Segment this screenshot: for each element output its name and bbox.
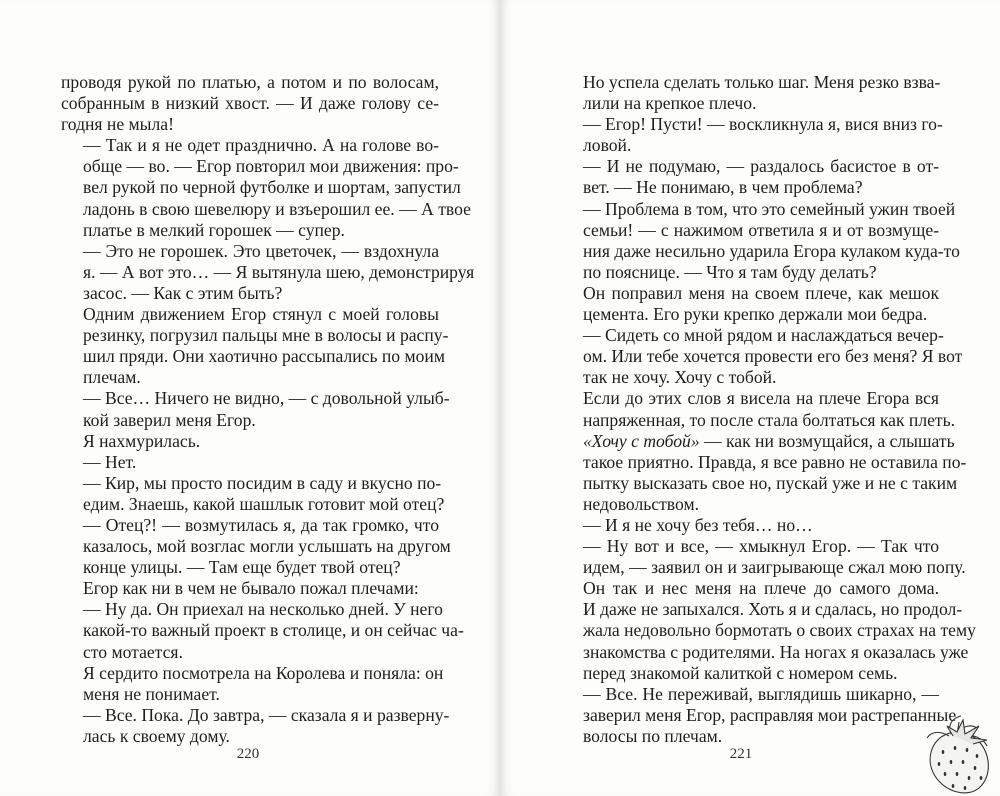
text-line: ладонь в свою шевелюру и взъерошил ее. — А твое	[83, 198, 471, 219]
text-line: — Сидеть со мной рядом и наслаждаться вечер-	[583, 325, 944, 346]
text-line: ния даже несильно ударила Егора кулаком куда-то	[583, 240, 960, 261]
text-line: напряженная, то после стала болтаться как плеть.	[583, 409, 956, 430]
paragraph	[561, 325, 963, 388]
text-line: я. — А вот это… — Я вытянула шею, демонстрируя	[83, 261, 475, 282]
text-line: пытку высказать свое но, пускай уже и не с таким	[583, 472, 958, 493]
text-line: идем, — заявил он и заигрывающе сжал мою попу.	[583, 557, 966, 578]
right-page-number: 221	[729, 746, 753, 762]
paragraph	[61, 452, 439, 473]
text-line: платье в мелкий горошек — супер.	[83, 219, 345, 240]
text-line: Он поправил меня на своем плече, как мешок	[583, 282, 939, 303]
paragraph	[561, 388, 967, 515]
text-line: такое приятно. Правда, я все равно не оставила по-	[583, 451, 967, 472]
paragraph	[61, 135, 471, 240]
left-page-number: 220	[236, 746, 260, 762]
right-page-text	[561, 72, 976, 747]
text-line: по пояснице. — Что я там буду делать?	[583, 261, 877, 282]
text-line: лась к своему дому.	[83, 725, 230, 746]
text-line: Одним движением Егор стянул с моей головы	[83, 304, 439, 325]
text-line: цемента. Его руки крепко держали мои бедра.	[583, 304, 928, 325]
right-page	[500, 0, 1000, 796]
text-line: шил пряди. Они хаотично рассыпались по моим	[83, 346, 445, 367]
left-page-text	[61, 72, 475, 747]
text-line: — Кир, мы просто посидим в саду и вкусно по-	[83, 472, 442, 493]
paragraph	[61, 472, 445, 515]
paragraph	[61, 599, 464, 662]
paragraph	[61, 514, 451, 578]
text-line: вет. — Не понимаю, в чем проблема?	[583, 177, 863, 198]
text-line: конце улицы. — Там еще будет твой отец?	[83, 557, 401, 578]
paragraph	[561, 578, 976, 683]
paragraph	[61, 388, 450, 430]
paragraph	[561, 114, 943, 156]
text-line: жала недовольно бормотать о своих страхах на тему	[583, 620, 976, 641]
text-line: Он так и нес меня на плече до самого дома.	[583, 578, 939, 599]
text-line: Я сердито посмотрела на Королева и поняла: он	[83, 662, 444, 683]
paragraph	[561, 198, 960, 283]
text-line: — Егор! Пусти! — воскликнула я, вися вниз го-	[583, 114, 943, 135]
text-line: обще — во. — Егор повторил мои движения: про-	[83, 156, 459, 177]
text-line: заверил меня Егор, расправляя мои растрепанные	[583, 704, 957, 725]
text-line: меня не понимает.	[83, 683, 220, 704]
text-line: кой заверил меня Егор.	[83, 409, 256, 430]
text-line: казалось, мой возглас могли услышать на другом	[83, 536, 451, 557]
paragraph	[61, 662, 444, 705]
paragraph	[61, 431, 439, 452]
text-line: — И не подумаю, — раздалось басистое в от-	[583, 156, 939, 177]
text-line: резинку, погрузил пальцы мне в волосы и распу-	[83, 325, 449, 346]
text-line: знакомства с родителями. На ногах я оказалась уже	[583, 641, 969, 662]
text-line: «Хочу с тобой» — как ни возмущайся, а слышать	[583, 430, 955, 451]
paragraph	[61, 704, 450, 747]
text-line: — Отец?! — возмутилась я, да так громко, что	[83, 514, 439, 535]
text-line: — Все. Пока. До завтра, — сказала я и развернy-	[83, 704, 450, 725]
text-line: Егор как ни в чем не бывало пожал плечами:	[83, 578, 419, 599]
text-line: плечам.	[83, 367, 141, 388]
paragraph	[561, 283, 939, 325]
text-line: — Все. Не переживай, выглядишь шикарно, —	[583, 683, 939, 704]
text-line: недовольством.	[583, 493, 699, 514]
text-line: лили на крепкое плечо.	[583, 93, 757, 114]
text-line: засос. — Как с этим быть?	[83, 282, 283, 303]
text-line: проводя рукой по платью, а потом и по волосам,	[61, 72, 439, 92]
text-line: Если до этих слов я висела на плече Егора вся	[583, 388, 939, 409]
text-line: — И я не хочу без тебя… но…	[583, 514, 813, 535]
paragraph	[561, 536, 966, 578]
text-line: ловой.	[583, 135, 632, 156]
text-line: — Все… Ничего не видно, — с довольной улыб-	[83, 388, 450, 409]
text-line: едим. Знаешь, какой шашлык готовит мой отец?	[83, 493, 445, 514]
text-line: какой-то важный проект в столице, и он сейчас ча-	[83, 620, 464, 641]
text-line: так не хочу. Хочу с тобой.	[583, 367, 777, 388]
text-line: Но успела сделать только шаг. Меня резко взва-	[583, 72, 941, 92]
text-line: Я нахмурилась.	[83, 430, 201, 451]
text-line: годня не мыла!	[61, 114, 174, 135]
text-line: собранным в низкий хвост. — И даже голову се-	[61, 93, 439, 114]
text-line: сто мотается.	[83, 641, 183, 662]
paragraph	[561, 683, 957, 747]
paragraph	[561, 72, 939, 114]
text-line: — Ну вот и все, — хмыкнул Егор. — Так что	[583, 536, 939, 557]
text-line: — Это не горошек. Это цветочек, — вздохнула	[83, 240, 439, 261]
paragraph	[61, 304, 449, 388]
text-line: — Проблема в том, что это семейный ужин твоей	[583, 198, 956, 219]
paragraph	[61, 72, 439, 135]
text-line: — Так и я не одет празднично. А на голове во-	[83, 135, 439, 156]
paragraph	[61, 240, 475, 304]
text-line: вел рукой по черной футболке и шортам, запустил	[83, 177, 461, 198]
paragraph	[561, 515, 939, 536]
paragraph	[561, 156, 939, 198]
text-line: волосы по плечам.	[583, 725, 723, 746]
text-line: ом. Или тебе хочется провести его без меня? Я вот	[583, 346, 963, 367]
text-line: — Ну да. Он приехал на несколько дней. У него	[83, 599, 443, 620]
text-line: — Нет.	[83, 451, 137, 472]
text-line: И даже не запыхался. Хоть я и сдалась, но продол-	[583, 599, 963, 620]
text-line: семьи! — с нажимом ответила я и от возмуще-	[583, 219, 939, 240]
text-line: перед знакомой калиткой с номером семь.	[583, 662, 898, 683]
strawberry-icon	[917, 712, 1000, 796]
paragraph	[61, 578, 439, 599]
